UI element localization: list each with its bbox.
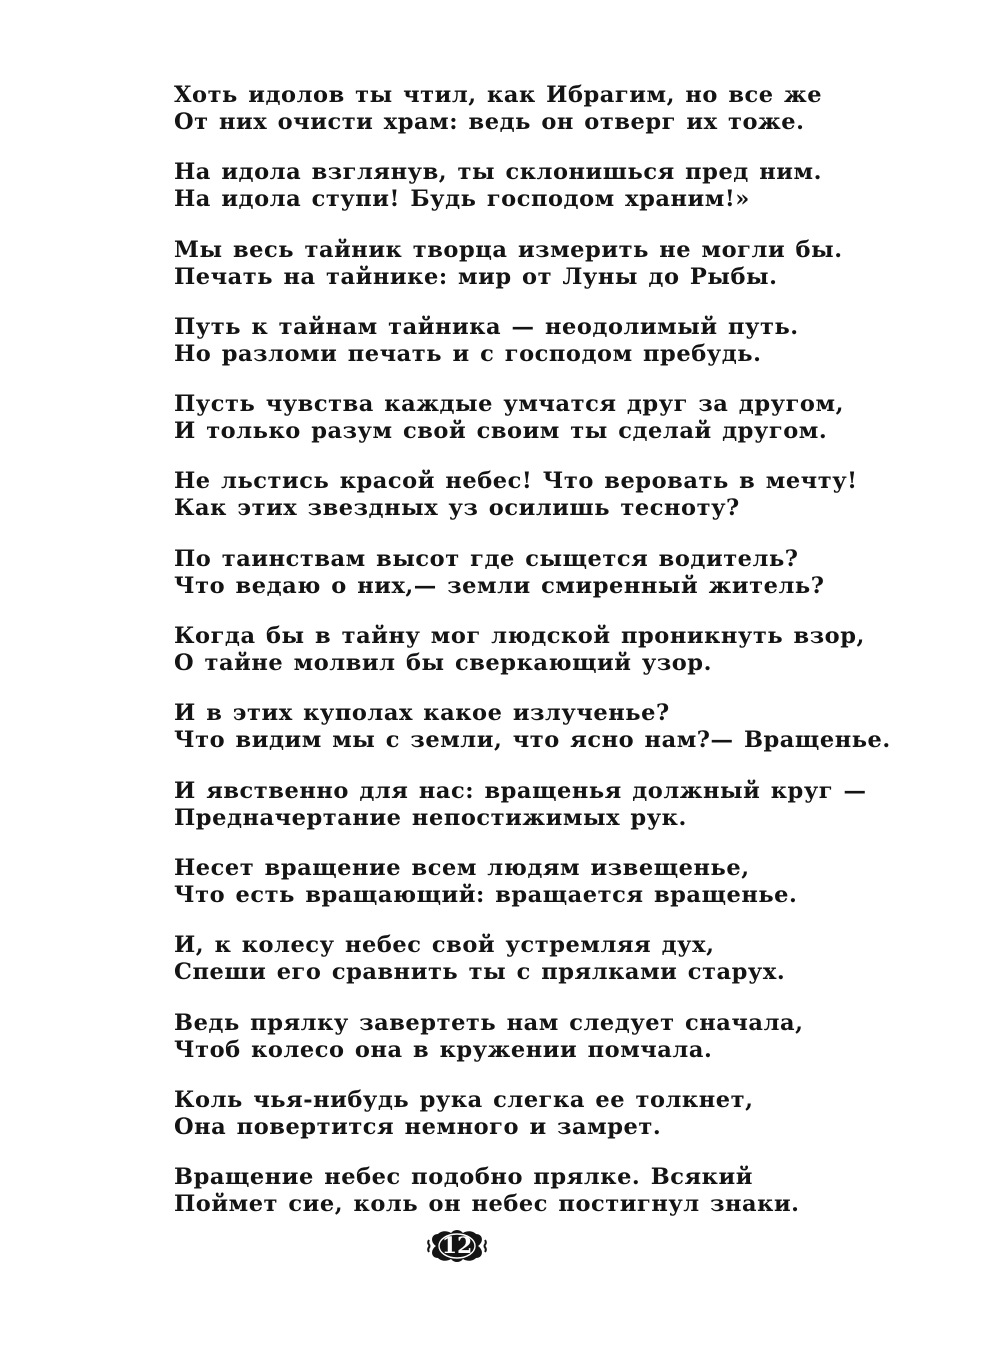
poem-line: Пусть чувства каждые умчатся друг за другом, [174,391,844,418]
stanza [174,391,874,468]
poem-line: На идола ступи! Будь господом храним!» [174,186,750,213]
page-number: 12 [441,1233,473,1259]
poem-line: Ведь прялку завертеть нам следует сначала, [174,1009,804,1036]
stanza [174,1164,874,1241]
stanza [174,700,891,777]
stanza [174,623,874,700]
poem-line: Спеши его сравнить ты с прялками старух. [174,959,786,986]
poem-line: Как этих звездных уз осилишь тесноту? [174,495,740,522]
poem-line: Мы весь тайник творца измерить не могли бы. [174,236,843,263]
poem-line: И явственно для нас: вращенья должный круг — [174,777,867,804]
poem-line: Что ведаю о них,— земли смиренный житель? [174,572,825,599]
poem-line: Путь к тайнам тайника — неодолимый путь. [174,313,799,340]
poem-line: Не льстись красой небес! Что веровать в мечту! [174,468,858,495]
stanza [174,82,874,159]
poem-line: Коль чья-нибудь рука слегка ее толкнет, [174,1086,754,1113]
poem-line: Поймет сие, коль он небес постигнул знаки. [174,1191,800,1218]
poem-line: Печать на тайнике: мир от Луны до Рыбы. [174,263,778,290]
poem [174,82,891,1241]
poem-line: По таинствам высот где сыщется водитель? [174,545,799,572]
poem-line: И, к колесу небес свой устремляя дух, [174,932,715,959]
poem-line: Но разломи печать и с господом пребудь. [174,340,762,367]
poem-line: Что есть вращающий: вращается вращенье. [174,881,798,908]
poem-line: Когда бы в тайну мог людской проникнуть взор, [174,623,865,650]
stanza [174,237,874,314]
poem-line: Что видим мы с земли, что ясно нам?— Вращенье. [174,727,891,754]
stanza [174,778,874,855]
stanza [174,1087,874,1164]
page-number-ornament [426,1228,488,1264]
poem-line: От них очисти храм: ведь он отверг их тоже. [174,109,805,135]
poem-line: И в этих куполах какое излученье? [174,700,670,727]
poem-line: Предначертание непостижимых рук. [174,804,687,831]
stanza [174,546,874,623]
stanza [174,314,874,391]
poem-line: И только разум свой своим ты сделай другом. [174,418,828,445]
stanza [174,855,874,932]
poem-line: Несет вращение всем людям извещенье, [174,854,750,881]
stanza [174,1010,874,1087]
poem-line: На идола взглянув, ты склонишься пред ним. [174,159,822,186]
poem-line: Чтоб колесо она в кружении помчала. [174,1036,713,1063]
poem-line: Она повертится немного и замрет. [174,1113,662,1140]
stanza [174,468,874,545]
poem-line: Вращение небес подобно прялке. Всякий [174,1164,753,1191]
stanza [174,932,874,1009]
poem-line: О тайне молвил бы сверкающий узор. [174,650,712,677]
poem-line: Хоть идолов ты чтил, как Ибрагим, но все же [174,82,823,108]
stanza [174,159,874,236]
